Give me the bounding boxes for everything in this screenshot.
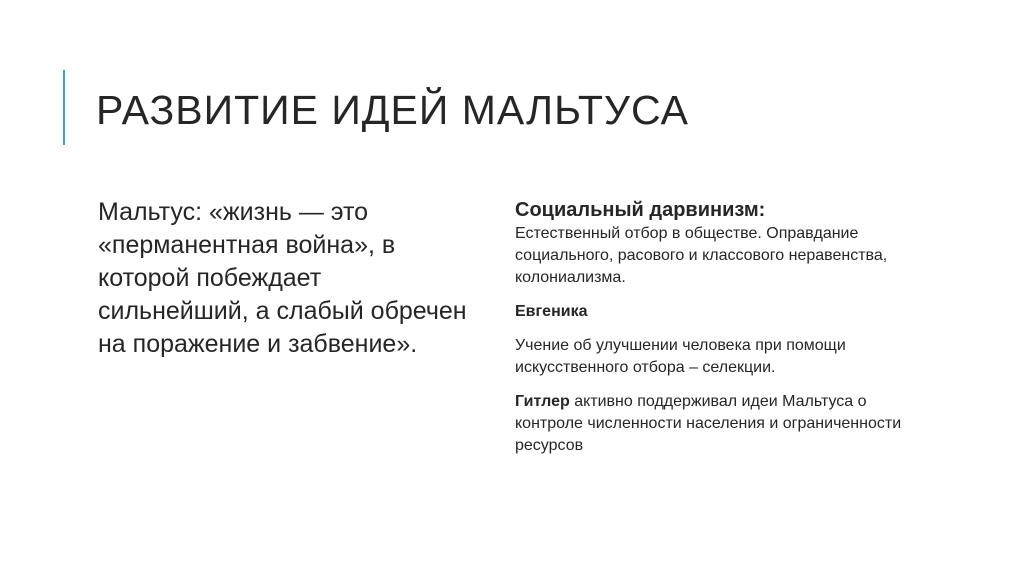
malthus-quote: Мальтус: «жизнь — это «перманентная война», в которой побеждает сильнейший, а слабый обречен на поражение и забвение». [98,198,467,358]
social-darwinism-heading: Социальный дарвинизм: [515,199,766,221]
slide-title: РАЗВИТИЕ ИДЕЙ МАЛЬТУСА [96,87,690,133]
right-column [515,197,935,457]
hitler-name: Гитлер [515,393,570,410]
title-accent-bar [63,70,65,145]
social-darwinism-text: Естественный отбор в обществе. Оправдание социального, расового и классового неравенства, колониализма. [515,225,888,286]
hitler-text: активно поддерживал идеи Мальтуса о контроле численности населения и ограниченности ресурсов [515,393,902,454]
eugenics-text: Учение об улучшении человека при помощи искусственного отбора – селекции. [515,337,846,376]
hitler-paragraph [515,391,935,457]
eugenics-heading: Евгеника [515,303,588,320]
left-column [98,196,478,361]
